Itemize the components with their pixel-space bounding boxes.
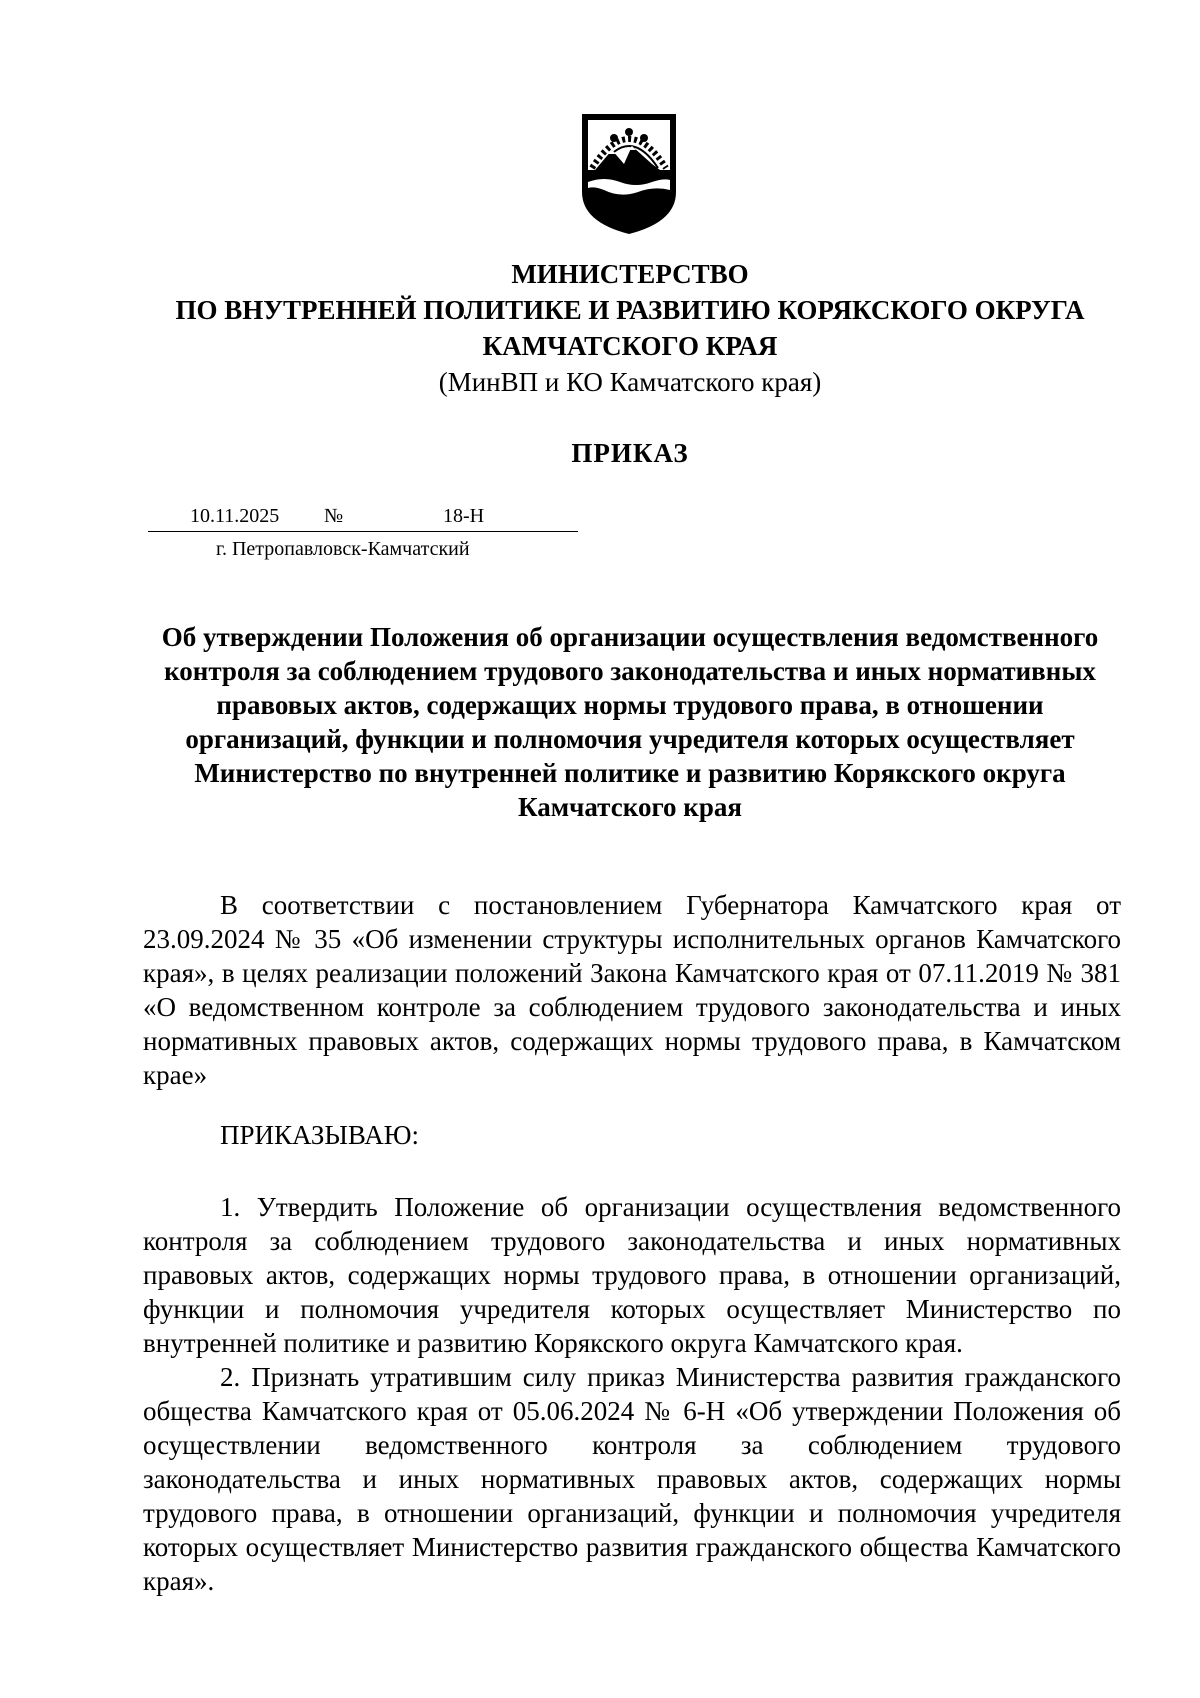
- order-subject: Об утверждении Положения об организации осуществления ведомственного контроля за соблюдением трудового законодательства и иных нормативных правовых актов, содержащих нормы трудового права, в отношении организаций, функции и полномочия учредителя которых осуществляет Министерство по внутренней политике и развитию Корякского округа Камчатского края: [161, 622, 1099, 822]
- kamchatka-coat-of-arms-icon: [574, 110, 684, 238]
- number-sign: №: [324, 505, 344, 527]
- preamble-paragraph: В соответствии с постановлением Губернатора Камчатского края от 23.09.2024 № 35 «Об изменении структуры исполнительных органов Камчатского края», в целях реализации положений Закона Камчатского края от 07.11.2019 № 381 «О ведомственном контроле за соблюдением трудового законодательства и иных нормативных правовых актов, содержащих нормы трудового права, в Камчатском крае»: [143, 890, 1121, 1090]
- order-item-2: 2. Признать утратившим силу приказ Министерства развития гражданского общества Камчатского края от 05.06.2024 № 6-Н «Об утверждении Положения об осуществлении ведомственного контроля за соблюдением трудового законодательства и иных нормативных правовых актов, содержащих нормы трудового права, в отношении организаций, функции и полномочия учредителя которых осуществляет Министерство развития гражданского общества Камчатского края».: [143, 1362, 1121, 1596]
- ministry-short-name: (МинВП и КО Камчатского края): [438, 367, 822, 397]
- order-date-number-row: [148, 505, 578, 532]
- ministry-title-line3: КАМЧАТСКОГО КРАЯ: [482, 331, 778, 361]
- ministry-title-line1: МИНИСТЕРСТВО: [511, 259, 749, 289]
- order-meta: [148, 505, 578, 561]
- order-city: г. Петропавловск-Камчатский: [216, 538, 470, 560]
- document-type-title: ПРИКАЗ: [571, 438, 689, 468]
- order-items: [143, 1190, 1121, 1598]
- order-number: 18-Н: [443, 505, 485, 527]
- order-item-1: 1. Утвердить Положение об организации осуществления ведомственного контроля за соблюдением трудового законодательства и иных нормативных правовых актов, содержащих нормы трудового права, в отношении организаций, функции и полномочия учредителя которых осуществляет Министерство по внутренней политике и развитию Корякского округа Камчатского края.: [143, 1192, 1121, 1358]
- ministry-title-line2: ПО ВНУТРЕННЕЙ ПОЛИТИКЕ И РАЗВИТИЮ КОРЯКСКОГО ОКРУГА: [175, 295, 1085, 325]
- ministry-header: [100, 256, 1160, 400]
- order-date: 10.11.2025: [190, 505, 280, 527]
- order-word: ПРИКАЗЫВАЮ:: [220, 1120, 419, 1150]
